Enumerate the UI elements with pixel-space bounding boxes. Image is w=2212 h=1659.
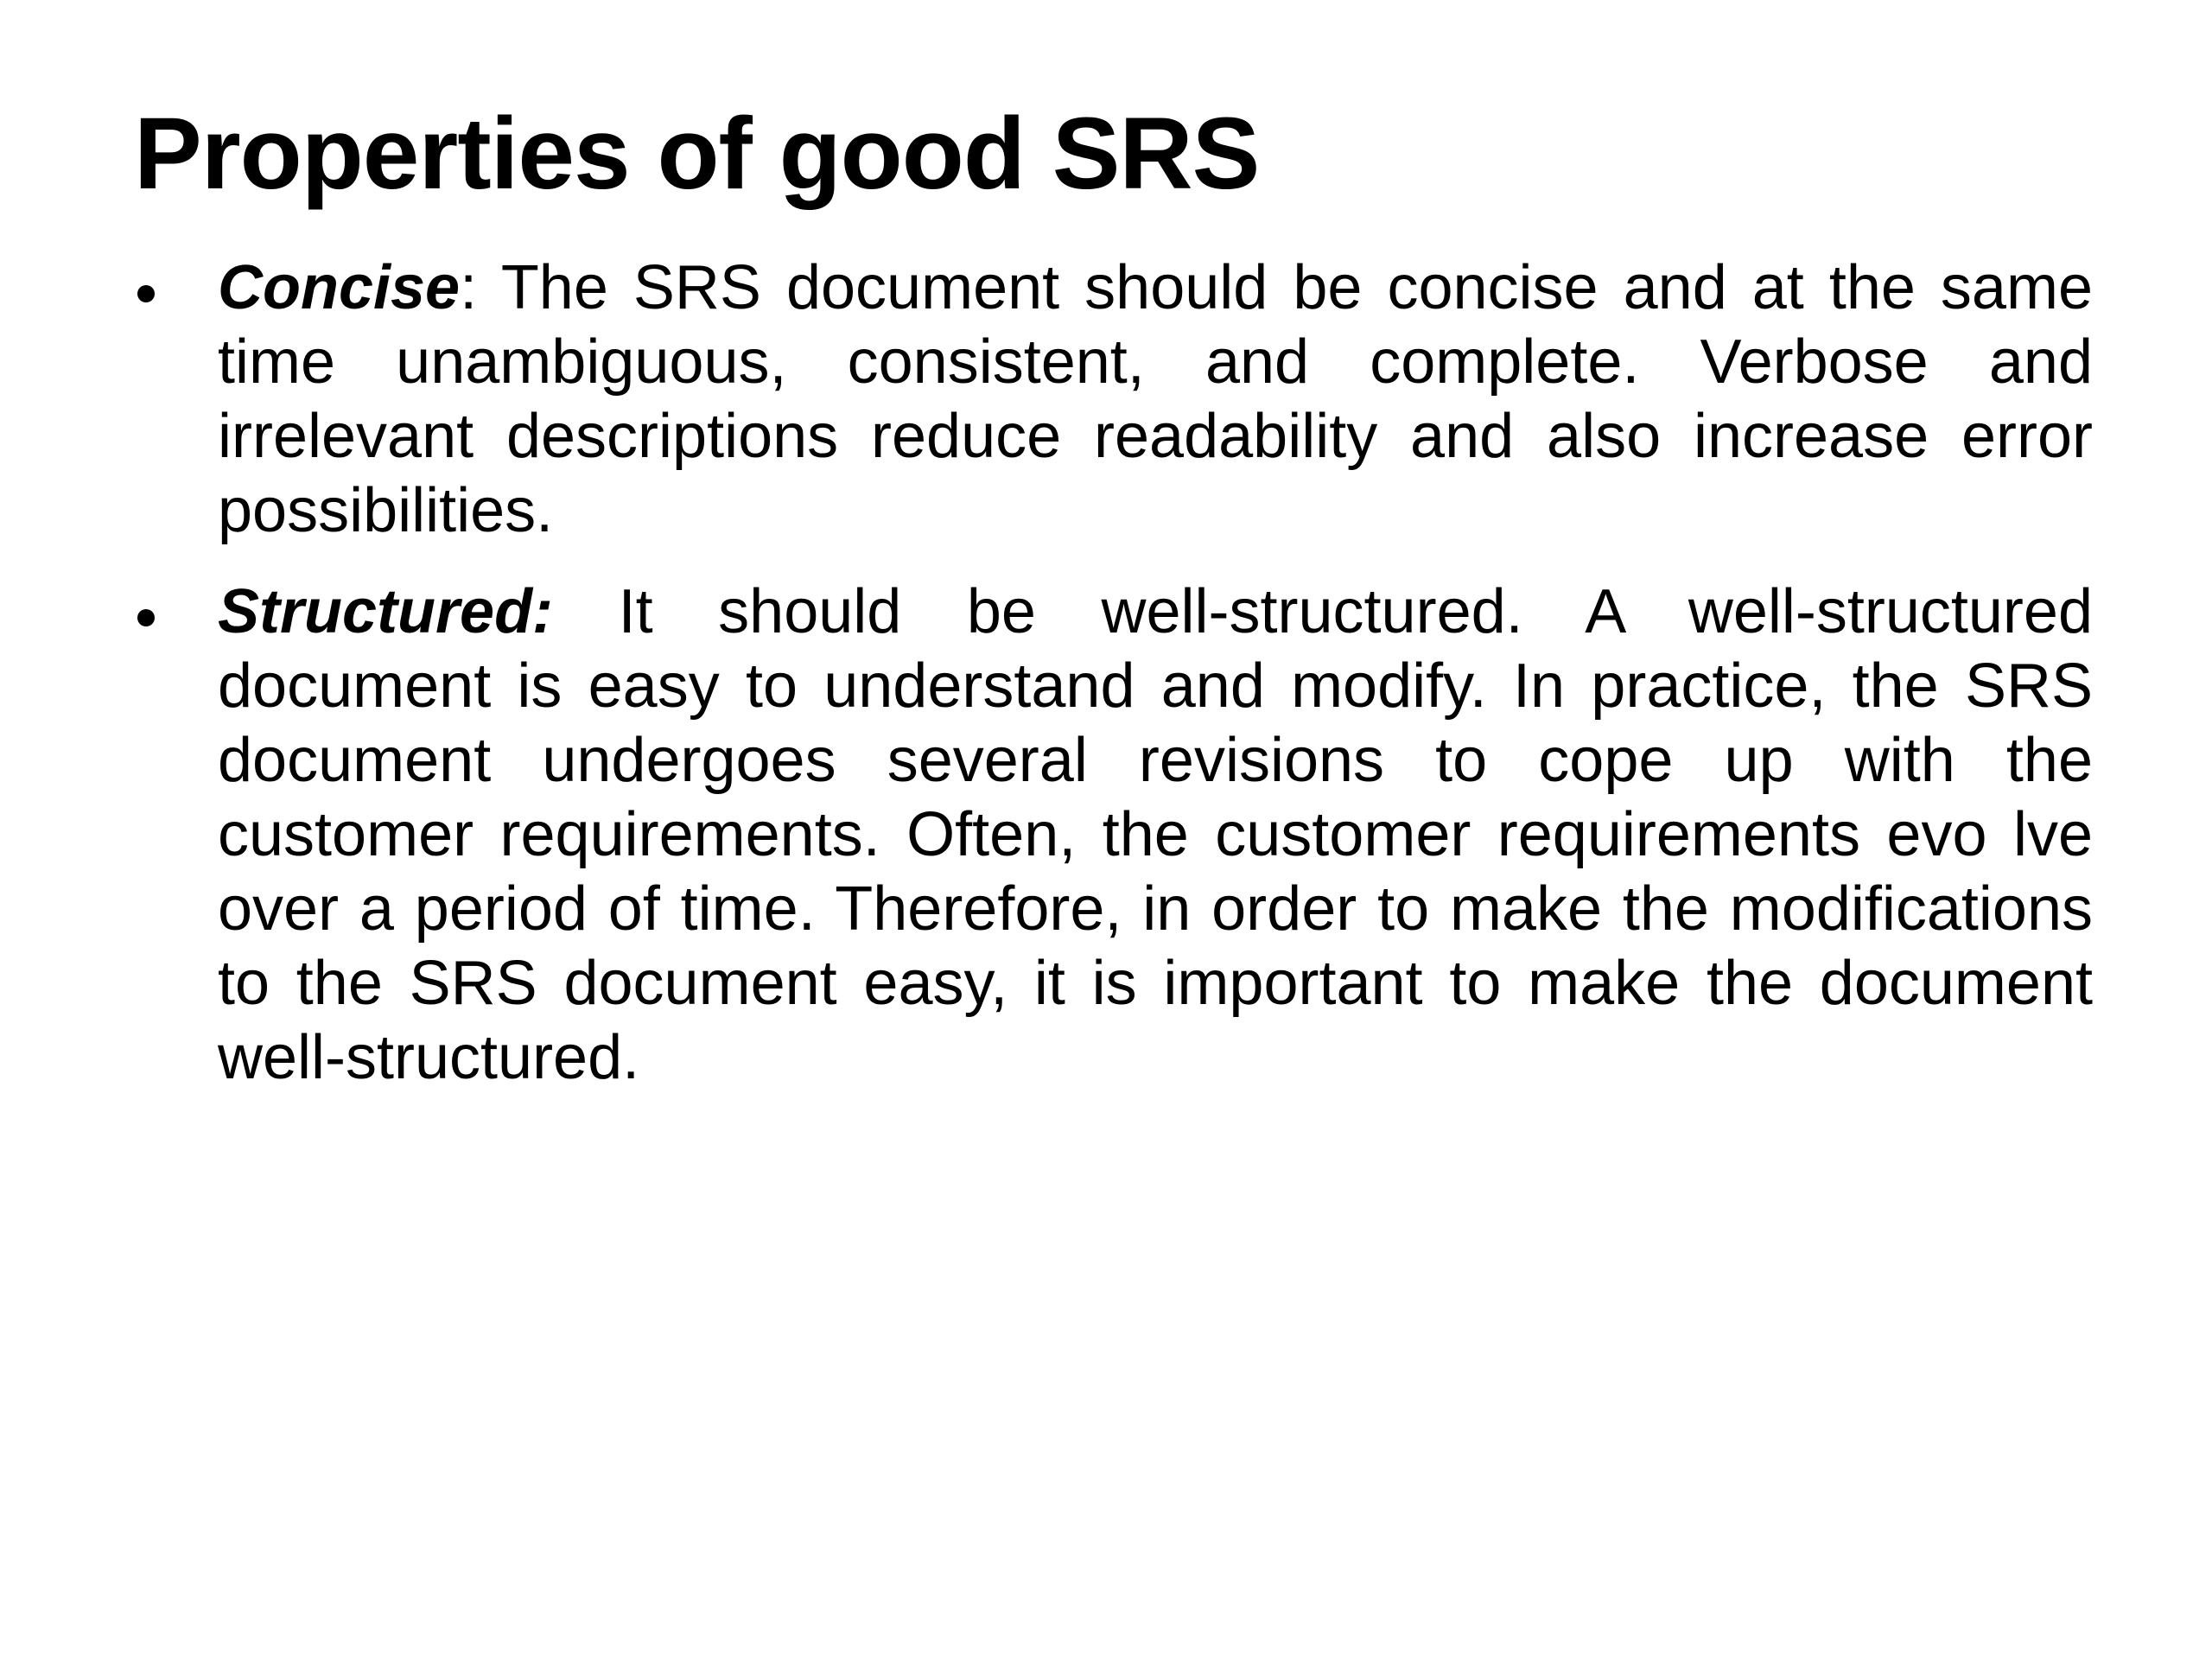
bullet-body: : The SRS document should be concise and at the same time unambiguous, consistent, and complete. Verbose and irrelevant descriptions reduce readability and also increase error possibilities. — [218, 253, 2093, 545]
slide-title: Properties of good SRS — [134, 97, 1260, 211]
bullet-term: Concise — [218, 253, 461, 322]
bullet-term: Structured: — [218, 577, 554, 646]
bullet-body: It should be well-structured. A well-structured document is easy to understand and modify. In practice, the SRS document undergoes several revisions to cope up with the customer requirements. Often, the customer requirements evo lve over a period of time. Therefore, in order to make the modifications to the SRS document easy, it is important to make the document well-structured. — [218, 577, 2093, 1092]
bullet-dot-icon — [137, 285, 155, 302]
bullet-text — [218, 251, 2093, 548]
bullet-dot-icon — [137, 609, 155, 626]
bullet-text — [218, 575, 2093, 1095]
